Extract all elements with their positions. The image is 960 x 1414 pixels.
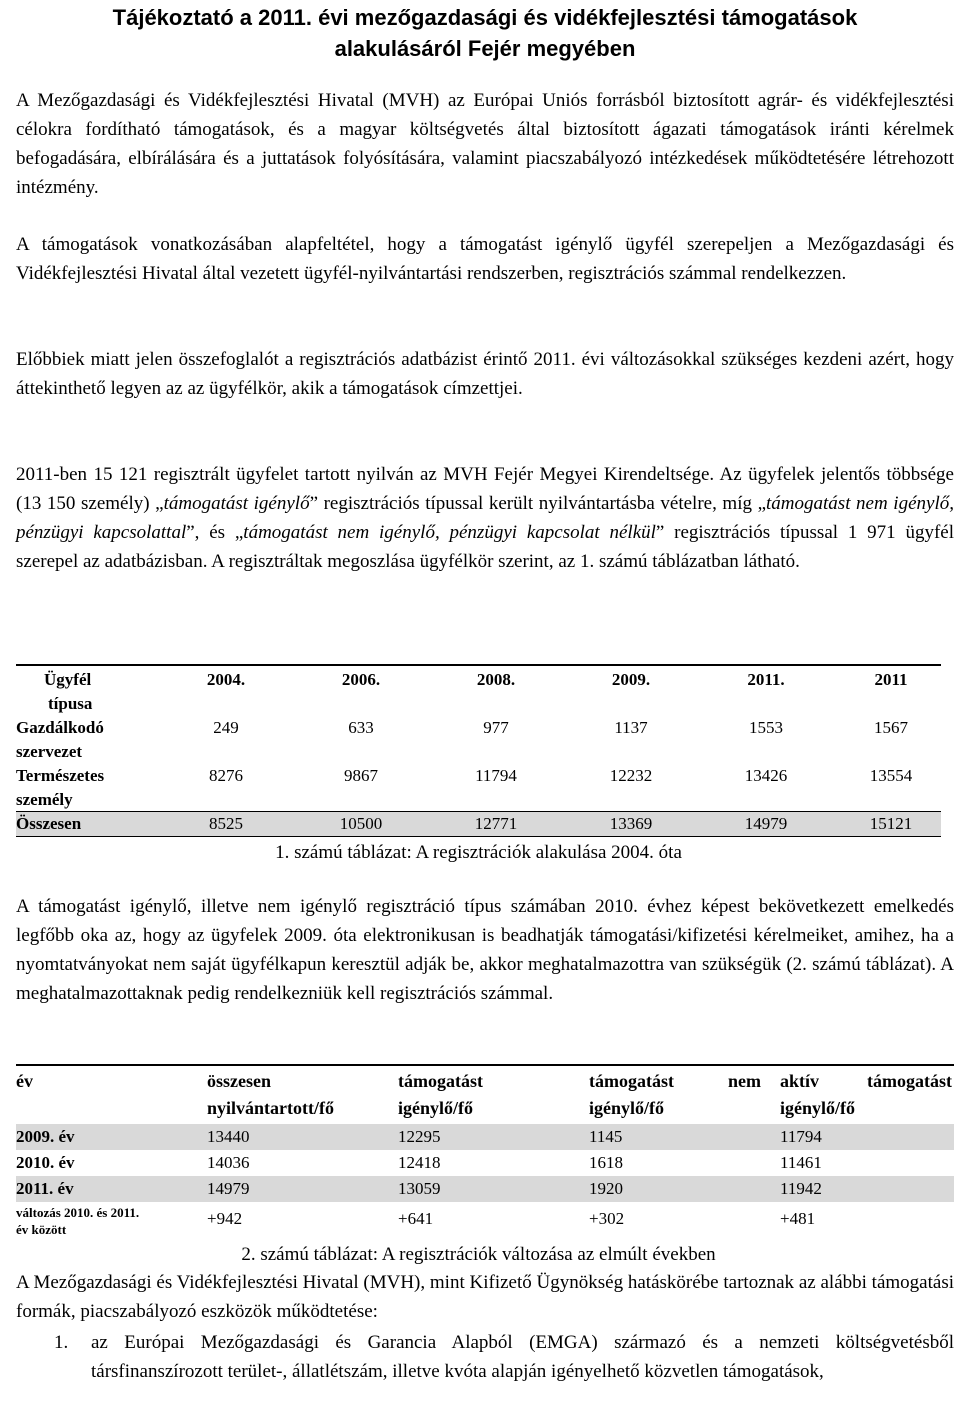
table-cell: 1137 — [614, 718, 648, 737]
document-page — [16, 0, 954, 1382]
change-label-line2: év között — [16, 1222, 67, 1237]
table-cell: 14036 — [207, 1153, 250, 1172]
table-cell: 11794 — [475, 766, 517, 785]
change-label — [16, 1204, 139, 1238]
table-1-caption: 1. számú táblázat: A regisztrációk alakulása 2004. óta — [275, 842, 682, 863]
table-cell: 12232 — [609, 766, 653, 785]
header-year: 2009. — [611, 670, 651, 689]
table-total-row — [16, 811, 941, 837]
row-label-line1: Természetes — [16, 766, 105, 785]
p4-italic-b: támogatást igénylő — [163, 493, 310, 514]
table-row — [16, 716, 941, 764]
paragraph-increase-reason: A támogatást igénylő, illetve nem igénylő regisztráció típus számában 2010. évhez képest bekövetkezett emelkedés legfőbb oka az, hogy az ügyfelek 2009. óta elektronikusan is beadhatják támogatási/kifizetési kérelmeiket, amihez, ha a nyomtatványokat nem saját ügyfélkapun keresztül adják be, akkor meghatalmazottra van szükségük (2. számú táblázat). A meghatalmazottaknak pedig rendelkezniük kell regisztrációs számmal. — [16, 896, 954, 1004]
header-year: 2008. — [476, 670, 516, 689]
p4-text-e: ”, és „ — [186, 522, 244, 543]
header-not-requesting — [589, 1068, 761, 1122]
table-cell: 11461 — [780, 1153, 822, 1172]
paragraph-summary: Előbbiek miatt jelen összefoglalót a regisztrációs adatbázist érintő 2011. évi változásokkal szükséges kezdeni azért, hogy áttekinthető legyen az az ügyfélkör, akik a támogatások címzettjei. — [16, 349, 954, 399]
table-cell: 11794 — [780, 1127, 822, 1146]
p4-text-c: ” regisztrációs típussal került nyilvántartásba vételre, míg „ — [309, 493, 767, 514]
list-item-number: 1. — [54, 1332, 69, 1353]
table-cell: 13554 — [869, 766, 913, 785]
p4-text-a: 2011-ben 15 121 regisztrált ügyfelet tartott nyilván az MVH Fejér Megyei Kirendeltsége. Az ügyfelek jelentős többsége (13 150 személy) „ — [16, 464, 954, 514]
change-label-line1: változás 2010. és 2011. — [16, 1205, 140, 1220]
paragraph-registrations — [16, 460, 954, 576]
row-label — [16, 716, 181, 764]
total-label: Összesen — [16, 814, 82, 833]
table-row — [16, 1176, 954, 1202]
table-row — [16, 764, 941, 812]
table-top-rule — [16, 664, 941, 666]
header-total-line1: összesen — [207, 1071, 271, 1091]
header-year: 2006. — [341, 670, 381, 689]
row-year: 2010. év — [16, 1153, 75, 1172]
header-type — [44, 668, 154, 716]
paragraph-intro: A Mezőgazdasági és Vidékfejlesztési Hivatal (MVH) az Európai Uniós forrásból biztosított agrár- és vidékfejlesztési célokra fordítható támogatások, és a magyar költségvetés által biztosított ágazati támogatások iránti kérelmek befogadására, elbírálására és a juttatások folyósítására, valamint piacszabályozó intézkedések működtetésére létrehozott intézmény. — [16, 90, 954, 198]
row-label-line1: Gazdálkodó — [16, 718, 104, 737]
header-active-line1: aktív támogatást — [780, 1071, 952, 1091]
row-year: 2009. év — [16, 1127, 75, 1146]
header-not-requesting-line2: igénylő/fő — [589, 1098, 664, 1118]
header-type-line2: típusa — [48, 694, 93, 713]
table-change-row — [16, 1204, 954, 1240]
total-cell: 8525 — [209, 814, 243, 833]
total-cell: 12771 — [474, 814, 518, 833]
row-year: 2011. év — [16, 1179, 74, 1198]
table-cell: 11942 — [780, 1179, 822, 1198]
table-cell: 8276 — [209, 766, 243, 785]
row-label-line2: szervezet — [16, 742, 83, 761]
table-cell: 12295 — [398, 1127, 441, 1146]
table-row — [16, 1150, 954, 1176]
table-cell: 977 — [483, 718, 509, 737]
table-cell: 14979 — [207, 1179, 250, 1198]
table-cell: 1567 — [874, 718, 908, 737]
change-cell: +641 — [398, 1209, 434, 1228]
header-active — [780, 1068, 952, 1122]
header-requesting-line2: igénylő/fő — [398, 1098, 473, 1118]
header-not-requesting-line1: támogatást nem — [589, 1071, 761, 1091]
header-requesting-line1: támogatást — [398, 1071, 483, 1091]
table-cell: 1618 — [589, 1153, 623, 1172]
list-item-text: az Európai Mezőgazdasági és Garancia Alapból (EMGA) származó és a nemzeti költségvetésből társfinanszírozott terület-, állatlétszám, illetve kvóta alapján igényelhető közvetlen támogatások, — [91, 1332, 954, 1382]
total-cell: 14979 — [744, 814, 788, 833]
header-type-line1: Ügyfél — [44, 670, 92, 689]
table-row — [16, 1124, 954, 1150]
page-title — [16, 0, 954, 64]
change-cell: +942 — [207, 1209, 243, 1228]
total-cell: 15121 — [869, 814, 913, 833]
table-cell: 1920 — [589, 1179, 623, 1198]
table-cell: 13440 — [207, 1127, 250, 1146]
header-active-line2: igénylő/fő — [780, 1098, 855, 1118]
table-cell: 1553 — [749, 718, 783, 737]
p4-text-g: ” regisztrációs típussal 1 971 ügyfél szerepel az adatbázisban. A regisztráltak megoszlása ügyfélkör szerint, az 1. számú táblázatban látható. — [16, 522, 954, 572]
table-2-caption: 2. számú táblázat: A regisztrációk változása az elmúlt években — [241, 1244, 716, 1265]
table-cell: 1145 — [589, 1127, 623, 1146]
header-year: 2004. — [206, 670, 246, 689]
table-header-row — [16, 668, 941, 716]
title-line-2: alakulásáról Fejér megyében — [334, 36, 636, 61]
header-year: 2011. — [747, 670, 785, 689]
change-cell: +481 — [780, 1209, 816, 1228]
total-cell: 13369 — [609, 814, 653, 833]
header-total-line2: nyilvántartott/fő — [207, 1098, 334, 1118]
table-cell: 633 — [348, 718, 374, 737]
row-label-line2: személy — [16, 790, 73, 809]
total-cell: 10500 — [339, 814, 383, 833]
header-year: év — [16, 1071, 33, 1091]
row-label — [16, 764, 181, 812]
header-year: 2011 — [874, 670, 908, 689]
table-cell: 13059 — [398, 1179, 441, 1198]
table-header-row — [16, 1068, 954, 1124]
change-cell: +302 — [589, 1209, 625, 1228]
table-cell: 249 — [213, 718, 239, 737]
paragraph-requirement: A támogatások vonatkozásában alapfeltétel, hogy a támogatást igénylő ügyfél szerepeljen a Mezőgazdasági és Vidékfejlesztési Hivatal által vezetett ügyfél-nyilvántartási rendszerben, regisztrációs számmal rendelkezzen. — [16, 234, 954, 284]
paragraph-forms-intro: A Mezőgazdasági és Vidékfejlesztési Hivatal (MVH), mint Kifizető Ügynökség hatáskörébe tartoznak az alábbi támogatási formák, piacszabályozó eszközök működtetése: — [16, 1272, 954, 1322]
header-total — [207, 1068, 334, 1122]
title-line-1: Tájékoztató a 2011. évi mezőgazdasági és vidékfejlesztési támogatások — [112, 5, 858, 30]
table-cell: 13426 — [744, 766, 788, 785]
header-requesting — [398, 1068, 483, 1122]
p4-italic-d: támogatást nem igénylő, pénzügyi kapcsolattal — [16, 493, 954, 543]
table-cell: 9867 — [344, 766, 378, 785]
table-cell: 12418 — [398, 1153, 441, 1172]
table-top-rule — [16, 1064, 954, 1066]
p4-italic-f: támogatást nem igénylő, pénzügyi kapcsolat nélkül — [243, 522, 656, 543]
